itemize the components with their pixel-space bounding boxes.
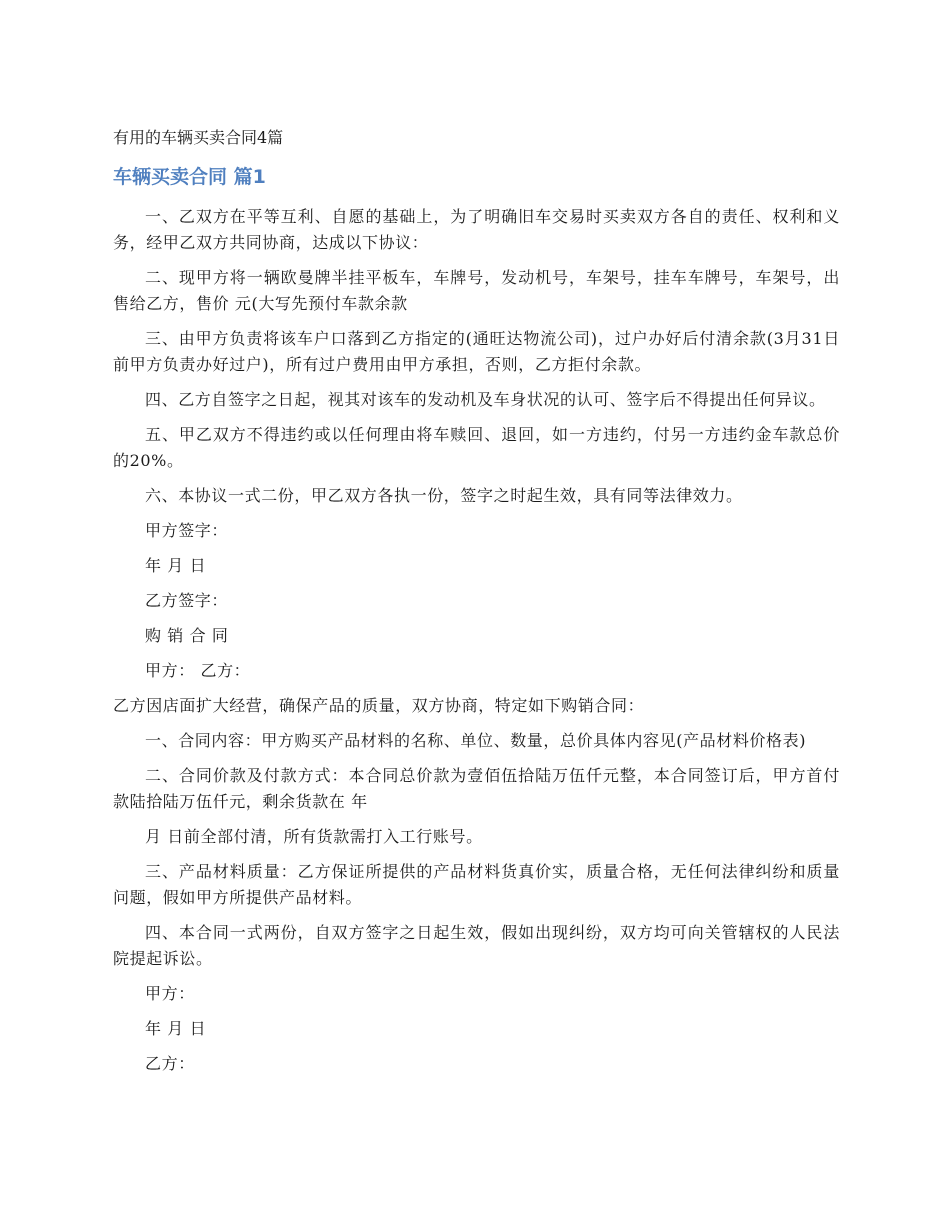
clause-3-paragraph: 三、由甲方负责将该车户口落到乙方指定的(通旺达物流公司)，过户办好后付清余款(3月31日前甲方负责办好过户)，所有过户费用由甲方承担，否则，乙方拒付余款。	[113, 329, 840, 374]
purchase-contract-title: 购 销 合 同	[145, 626, 229, 645]
payment-deadline-paragraph: 月 日前全部付清，所有货款需打入工行账号。	[145, 827, 483, 846]
section-heading: 车辆买卖合同 篇1	[113, 166, 266, 188]
clause-6-paragraph: 六、本协议一式二份，甲乙双方各执一份，签字之时起生效，具有同等法律效力。	[145, 486, 743, 505]
party-a-signature-line: 甲方签字：	[145, 521, 229, 540]
document-body	[113, 204, 840, 1086]
purchase-clause-1-paragraph: 一、合同内容：甲方购买产品材料的名称、单位、数量，总价具体内容见(产品材料价格表)	[145, 731, 807, 750]
party-b-signature-line: 乙方签字：	[145, 591, 229, 610]
document-title: 有用的车辆买卖合同4篇	[113, 128, 284, 147]
date-line: 年 月 日	[145, 556, 207, 575]
clause-5-paragraph: 五、甲乙双方不得违约或以任何理由将车赎回、退回，如一方违约，付另一方违约金车款总价的20%。	[113, 425, 840, 470]
purchase-clause-4-paragraph: 四、本合同一式两份，自双方签字之日起生效，假如出现纠纷，双方均可向关管辖权的人民法院提起诉讼。	[113, 923, 840, 968]
purchase-clause-2-paragraph: 二、合同价款及付款方式：本合同总价款为壹佰伍拾陆万伍仟元整，本合同签订后，甲方首付款陆拾陆万伍仟元，剩余货款在 年	[113, 766, 840, 811]
purchase-intro-paragraph: 乙方因店面扩大经营，确保产品的质量，双方协商，特定如下购销合同：	[113, 696, 645, 715]
clause-2-paragraph: 二、现甲方将一辆欧曼牌半挂平板车，车牌号，发动机号，车架号，挂车车牌号，车架号，出售给乙方，售价 元(大写先预付车款余款	[113, 268, 840, 313]
purchase-clause-3-paragraph: 三、产品材料质量：乙方保证所提供的产品材料货真价实，质量合格，无任何法律纠纷和质量问题，假如甲方所提供产品材料。	[113, 862, 840, 907]
clause-4-paragraph: 四、乙方自签字之日起，视其对该车的发动机及车身状况的认可、签字后不得提出任何异议。	[145, 390, 826, 409]
clause-1-paragraph: 一、乙双方在平等互利、自愿的基础上，为了明确旧车交易时买卖双方各自的责任、权利和义务，经甲乙双方共同协商，达成以下协议：	[113, 207, 840, 252]
party-a-line: 甲方：	[145, 984, 195, 1003]
parties-line: 甲方： 乙方：	[145, 661, 251, 680]
party-b-line: 乙方：	[145, 1054, 195, 1073]
closing-date-line: 年 月 日	[145, 1019, 207, 1038]
